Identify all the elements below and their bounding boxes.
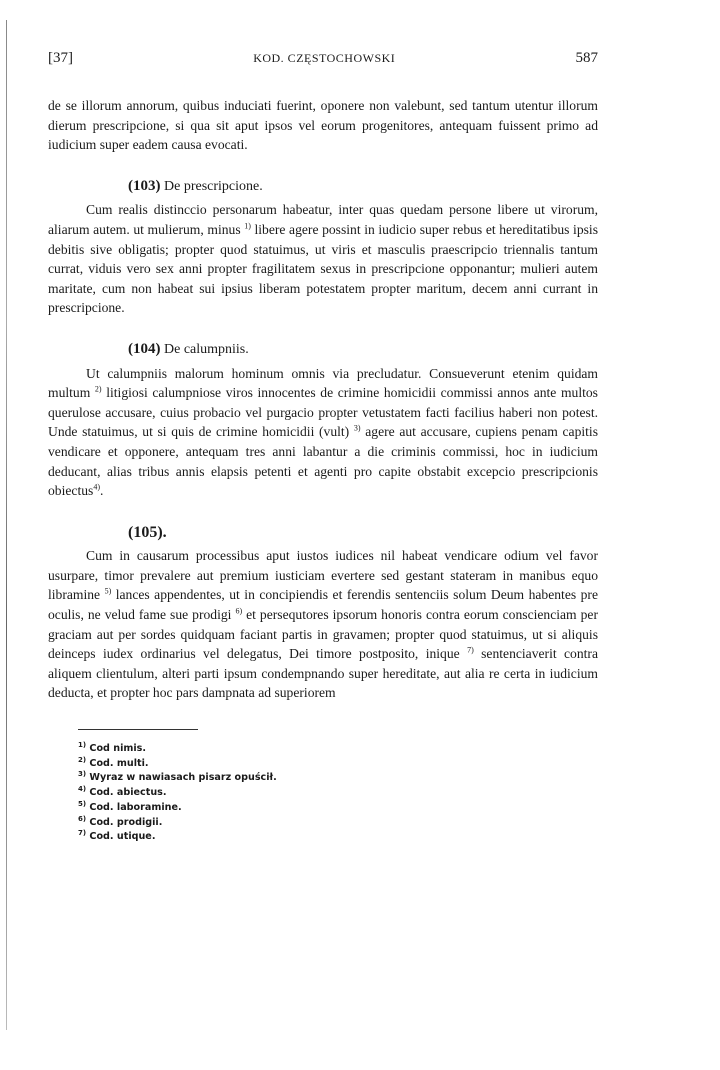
footnote-ref-6: 6) bbox=[235, 606, 243, 616]
page-number: 587 bbox=[575, 50, 598, 66]
footnote-ref-7: 7) bbox=[467, 645, 474, 655]
section-heading-103 bbox=[128, 177, 598, 197]
footnote-text: Cod. abiectus. bbox=[89, 787, 167, 799]
text-run: Ut calumpniis malorum hominum omnis via precludatur. Consueverunt etenim quidam multum bbox=[48, 365, 598, 401]
footnote-text: Wyraz w nawiasach pisarz opuścił. bbox=[89, 772, 277, 784]
footnote bbox=[78, 757, 598, 772]
section-heading-105 bbox=[128, 523, 598, 543]
text-run: Cum realis distinccio personarum habeatur, inter quas quedam persone libere ut virorum, aliarum autem. ut mulierum, minus bbox=[48, 202, 598, 237]
footnote-mark: 7) bbox=[78, 829, 87, 838]
section-heading-104 bbox=[128, 340, 598, 360]
text-run: litigiosi calumpniose viros innocentes de crimine homicidii commissi annos ante multos querulose accusare, cuius probacio vel purgacio propter vetustatem facti facilius haberi non potest. Unde statuimus, ut si quis de crimine homicidii (vult) bbox=[48, 385, 598, 440]
running-header bbox=[48, 50, 598, 72]
footnote-ref-2: 2) bbox=[94, 384, 102, 394]
section-title: De calumpniis. bbox=[164, 341, 249, 357]
footnote-mark: 6) bbox=[78, 814, 87, 823]
text-run: libere agere possint in iudicio super rebus et hereditatibus ipsis debitis sive obligatis; propter quod statuimus, ut viris et masculis praescripcio triennalis tantum currat, viduis vero sex anni propter fragilitatem sexus in prescripcione opponantur; mulieri autem maritate, cum non habeat sui ipsius liberam potestatem propter maritum, decem anni currant in prescripcione. bbox=[48, 221, 598, 316]
body-text bbox=[48, 96, 598, 703]
scan-edge-line bbox=[6, 20, 7, 1030]
footnote-ref-1: 1) bbox=[244, 221, 251, 231]
footnote-mark: 1) bbox=[78, 740, 87, 749]
footnote-ref-3: 3) bbox=[353, 423, 361, 433]
section-number: (105). bbox=[128, 523, 167, 541]
paragraph-continuation: de se illorum annorum, quibus induciati fuerint, oponere non valebunt, sed tantum utentur illorum dierum prescripcione, si qua sit aput ipsos vel eorum progenitores, antequam fuissent primo ad iudicium super eadem causa evocati. bbox=[48, 98, 598, 153]
footnote-ref-5: 5) bbox=[104, 586, 112, 596]
footnote bbox=[78, 816, 598, 831]
footnote bbox=[78, 771, 598, 786]
document-page bbox=[48, 50, 598, 845]
footnote-text: Cod. utique. bbox=[89, 831, 156, 843]
paragraph-105 bbox=[48, 546, 598, 703]
footnote bbox=[78, 830, 598, 845]
footnote-text: Cod. multi. bbox=[89, 757, 149, 769]
text-run: Cum in causarum processibus aput iustos iudices nil habeat vendicare odium vel favor usurpare, timor prevalere aut premium iusticiam evertere sed gestant stateram in manibus equo libramine bbox=[48, 548, 598, 603]
footnote-text: Cod nimis. bbox=[89, 743, 147, 755]
footnote-mark: 4) bbox=[78, 784, 87, 793]
footnote-mark: 5) bbox=[78, 799, 87, 808]
footnote-mark: 2) bbox=[78, 755, 87, 764]
section-range-number: [37] bbox=[48, 50, 73, 66]
footnote-divider bbox=[78, 729, 198, 730]
text-run: et persequtores ipsorum honoris contra eorum conscienciam per graciam aut per sordes quidquam faciant partis in gravamen; propter quod statuimus, ut si aliquis deinceps iudex ordinarius vel delegatus, Dei timore postposito, inique bbox=[48, 607, 598, 662]
footnote-ref-4: 4) bbox=[93, 482, 100, 492]
text-run: lances appendentes, ut in concipiendis et ferendis sentenciis solum Deum habentes pre oculis, ne velud fame sue prodigi bbox=[48, 587, 598, 623]
text-run: agere aut accusare, cupiens penam capitis vendicare et opponere, antequam tres anni labantur a die criminis commissi, hoc in iudicium deducant, alias tribus annis elapsis petenti et agenti pro capite obstabit excepcio prescripcionis obiectus bbox=[48, 424, 598, 499]
footnote bbox=[78, 786, 598, 801]
section-number: (104) bbox=[128, 340, 161, 357]
footnote-text: Cod. prodigii. bbox=[89, 816, 163, 828]
section-number: (103) bbox=[128, 177, 161, 194]
footnote-mark: 3) bbox=[78, 770, 87, 779]
footnote bbox=[78, 742, 598, 757]
running-title: KOD. CZĘSTOCHOWSKI bbox=[253, 51, 396, 65]
text-run: sentenciaverit contra aliquem clientulum, alteri parti ipsum condempnando super hereditate, aut alia re certa in iudicium deducta, et propter hoc pars dampnata ad superiorem bbox=[48, 646, 598, 701]
section-title: De prescripcione. bbox=[164, 178, 263, 194]
footnote-text: Cod. laboramine. bbox=[89, 801, 182, 813]
footnotes bbox=[78, 742, 598, 845]
paragraph-103 bbox=[48, 200, 598, 318]
text-run: . bbox=[99, 483, 104, 499]
paragraph-104 bbox=[48, 364, 598, 501]
footnote bbox=[78, 801, 598, 816]
